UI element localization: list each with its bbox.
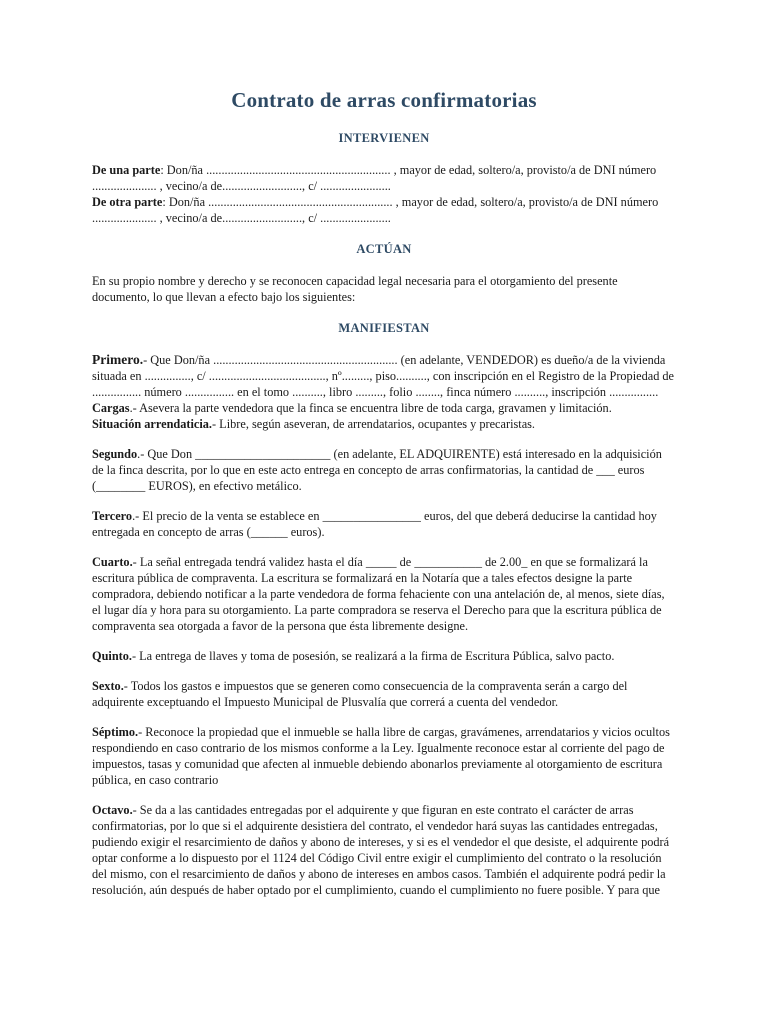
- text-parte-1: : Don/ña ............................................................ , mayor de edad, soltero/a, provisto/a de DNI número ..................... , vecino/a de.........................., c/ .......................: [92, 163, 657, 193]
- spacer: [92, 788, 676, 802]
- label-parte-2: De otra parte: [92, 195, 163, 209]
- text-segundo: .- Que Don ______________________ (en adelante, EL ADQUIRENTE) está interesado en la adquisición de la finca descrita, por lo que en este acto entrega en concepto de arras confirmatorias, la cantidad de ___ euros (________ EUROS), en efectivo metálico.: [92, 447, 662, 493]
- clause-segundo: [92, 446, 676, 494]
- spacer: [92, 664, 676, 678]
- heading-manifiestan: MANIFIESTAN: [338, 321, 430, 335]
- text-primero: - Que Don/ña ............................................................ (en adelante, VENDEDOR) es dueño/a de la vivienda situada en ..............., c/ ......................................, nº........., piso.........., con inscripción en el Registro de la Propiedad de ................ número ................ en el tomo .........., libro ........., folio ........, finca número .........., inscripción ................: [92, 353, 675, 399]
- spacer: [92, 432, 676, 446]
- clause-cargas: [92, 400, 676, 416]
- clause-sexto: [92, 678, 676, 710]
- heading-intervienen: INTERVIENEN: [338, 131, 430, 145]
- clause-tercero: [92, 508, 676, 540]
- label-parte-1: De una parte: [92, 163, 161, 177]
- label-sexto: Sexto.: [92, 679, 124, 693]
- clause-situacion-arrendaticia: [92, 416, 676, 432]
- text-cargas: .- Asevera la parte vendedora que la finca se encuentra libre de toda carga, gravamen y limitación.: [129, 401, 612, 415]
- spacer: [92, 710, 676, 724]
- label-tercero: Tercero: [92, 509, 133, 523]
- text-parte-2: : Don/ña ............................................................ , mayor de edad, soltero/a, provisto/a de DNI número ..................... , vecino/a de.........................., c/ .......................: [92, 195, 659, 225]
- label-cargas: Cargas: [92, 401, 130, 415]
- document-title: Contrato de arras confirmatorias: [231, 88, 537, 112]
- text-septimo: - Reconoce la propiedad que el inmueble se halla libre de cargas, gravámenes, arrendatarios y vicios ocultos respondiendo en caso contrario de los mismos conforme a la Ley. Igualmente reconoce estar al corriente del pago de impuestos, tasas y comunidad que afecten al inmueble debiendo abonarlos previamente al otorgamiento de escritura pública, en caso contrario: [92, 725, 670, 787]
- paragraph-parte-1: [92, 162, 676, 194]
- clause-octavo: [92, 802, 676, 898]
- text-cuarto: - La señal entregada tendrá validez hasta el día _____ de ___________ de 2.00_ en que se formalizará la escritura pública de compraventa. La escritura se formalizará en la Notaría que a tales efectos designe la parte compradora, debiendo notificar a la parte vendedora de forma fehaciente con una antelación de, al menos, siete días, el lugar día y hora para su otorgamiento. La parte compradora se reserva el Derecho para que la escritura pública de compraventa sea otorgada a favor de la persona que ésta libremente designe.: [92, 555, 665, 633]
- text-situacion: - Libre, según aseveran, de arrendatarios, ocupantes y precaristas.: [212, 417, 536, 431]
- label-situacion: Situación arrendaticia.: [92, 417, 213, 431]
- paragraph-parte-2: [92, 194, 676, 226]
- spacer: [92, 540, 676, 554]
- label-octavo: Octavo.: [92, 803, 133, 817]
- clause-primero: [92, 352, 676, 400]
- text-sexto: - Todos los gastos e impuestos que se generen como consecuencia de la compraventa serán a cargo del adquirente exceptuando el Impuesto Municipal de Plusvalía que correrá a cuenta del vendedor.: [92, 679, 628, 709]
- spacer: [92, 305, 676, 321]
- spacer: [92, 226, 676, 242]
- heading-actuan: ACTÚAN: [356, 242, 412, 256]
- spacer: [92, 494, 676, 508]
- label-segundo: Segundo: [92, 447, 138, 461]
- clause-quinto: [92, 648, 676, 664]
- text-octavo: - Se da a las cantidades entregadas por el adquirente y que figuran en este contrato el carácter de arras confirmatorias, por lo que si el adquirente desistiera del contrato, el vendedor hará suyas las cantidades entregadas, pudiendo exigir el resarcimiento de daños y abono de intereses, y si es el vendedor el que desiste, el adquirente podrá optar conforme a lo dispuesto por el 1124 del Código Civil entre exigir el cumplimiento del contrato o la resolución del mismo, con el resarcimiento de daños y abono de intereses en ambos casos. También el adquirente podrá pedir la resolución, aún después de haber optado por el cumplimiento, cuando el cumplimiento no fuere posible. Y para que: [92, 803, 670, 897]
- label-quinto: Quinto.: [92, 649, 132, 663]
- clause-septimo: [92, 724, 676, 788]
- label-cuarto: Cuarto.: [92, 555, 133, 569]
- spacer: [92, 634, 676, 648]
- clause-cuarto: [92, 554, 676, 634]
- label-septimo: Séptimo.: [92, 725, 139, 739]
- text-tercero: .- El precio de la venta se establece en ________________ euros, del que deberá deducirse la cantidad hoy entregada en concepto de arras (______ euros).: [92, 509, 657, 539]
- paragraph-actuan: En su propio nombre y derecho y se reconocen capacidad legal necesaria para el otorgamiento del presente documento, lo que llevan a efecto bajo los siguientes:: [92, 274, 618, 304]
- text-quinto: - La entrega de llaves y toma de posesión, se realizará a la firma de Escritura Pública, salvo pacto.: [131, 649, 615, 663]
- label-primero: Primero.: [92, 352, 144, 367]
